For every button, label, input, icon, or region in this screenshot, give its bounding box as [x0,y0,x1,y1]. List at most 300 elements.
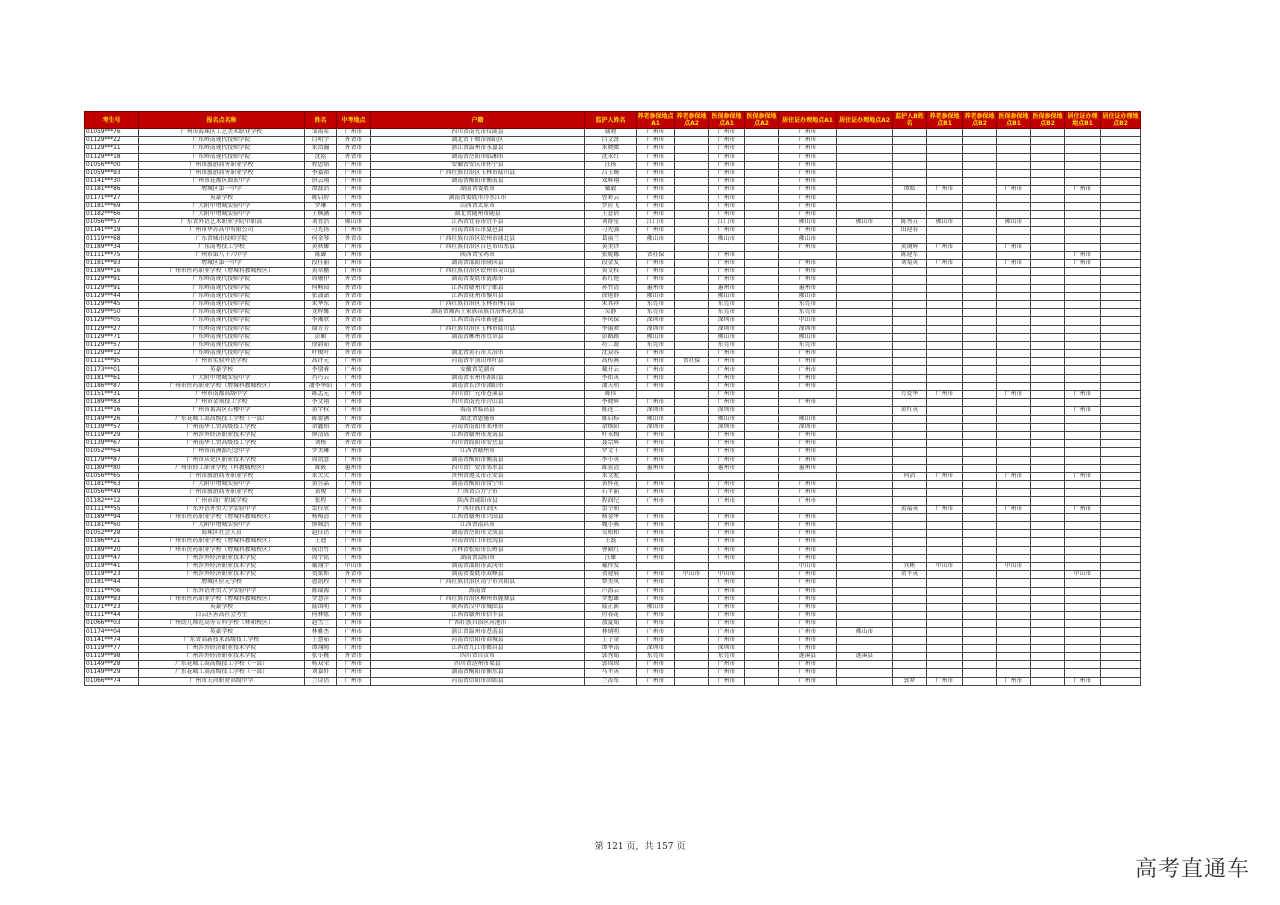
table-cell: 广东花城工商高级技工学校（一部） [139,669,305,677]
table-cell [837,587,893,595]
table-cell: 广州市 [709,227,745,235]
table-cell [1031,636,1065,644]
table-row [85,431,1141,439]
table-cell: 杨金华 [585,513,637,521]
table-cell: 陈筱 [305,464,337,472]
table-cell: 广州市 [1065,186,1101,194]
table-row [85,653,1141,661]
table-cell [963,169,997,177]
table-cell: 外省市 [337,235,371,243]
table-cell [675,268,709,276]
table-cell: 01149***26 [85,415,139,423]
column-header: 居住证办理地点A2 [837,112,893,129]
table-cell [1031,391,1065,399]
table-row [85,571,1141,579]
table-cell [1101,513,1141,521]
table-cell: 广州市 [337,407,371,415]
table-cell: 广州市旅游商务职业学校 [139,472,305,480]
table-cell: 广州市 [779,620,837,628]
table-cell: 外省市 [337,653,371,661]
table-cell [997,595,1031,603]
table-cell: 广州市 [779,382,837,390]
table-cell: 刁光扬 [305,227,337,235]
table-cell [1065,399,1101,407]
table-cell: 佛山市 [779,333,837,341]
table-cell: 杨梅清 [305,513,337,521]
table-cell: 江西省赣州市信丰县 [371,612,585,620]
table-cell: 广州市 [337,612,371,620]
table-cell: 肖巧云 [305,374,337,382]
table-cell [675,530,709,538]
table-cell [675,653,709,661]
table-cell: 李小英 [585,456,637,464]
table-cell [1031,431,1065,439]
table-cell [837,169,893,177]
table-cell: 01139***67 [85,440,139,448]
table-cell [927,407,963,415]
table-cell: 01129***11 [85,145,139,153]
table-cell [1065,145,1101,153]
table-cell [997,153,1031,161]
table-cell: 刘栋 [305,440,337,448]
table-cell: 何滔 [893,472,927,480]
table-cell: 朱欠欠 [305,472,337,480]
table-cell [997,513,1031,521]
table-cell [837,595,893,603]
table-cell [963,661,997,669]
table-row [85,407,1141,415]
table-cell: 外省市 [337,350,371,358]
table-cell [837,358,893,366]
table-cell: 湖南省衡阳市衡南县 [371,178,585,186]
table-cell: 徐艳群 [585,292,637,300]
page-number: 第 121 页，共 157 页 [594,842,686,852]
table-cell: 罗琳 [305,202,337,210]
table-cell [779,505,837,513]
table-cell [963,186,997,194]
table-cell [997,481,1031,489]
table-cell: 陈孟元 [305,391,337,399]
table-cell [675,661,709,669]
table-cell: 01171***27 [85,194,139,202]
table-cell: 广州市番禺区石楼中学 [139,407,305,415]
table-cell [837,669,893,677]
table-cell [1101,260,1141,268]
table-cell: 四川省简阳市安岳县 [371,440,585,448]
table-cell: 聂宗辉 [585,440,637,448]
table-cell [1031,628,1065,636]
table-cell: 广州市 [337,374,371,382]
table-cell: 海南省 [371,587,585,595]
table-cell: 田迎春 [893,227,927,235]
table-cell: 广州市 [337,489,371,497]
table-cell: 符二波 [585,341,637,349]
table-cell: 英豪学校 [139,603,305,611]
table-cell: 广州市 [709,194,745,202]
table-cell [893,325,927,333]
table-cell: 黄昱晶 [305,481,337,489]
table-cell [675,522,709,530]
table-cell [837,268,893,276]
table-cell [893,530,927,538]
table-cell: 黄红英 [893,407,927,415]
table-cell: 朱文驼 [585,472,637,480]
table-cell: 广州市 [779,243,837,251]
table-cell [1101,431,1141,439]
table-cell: 广州市旅游商务职业学校 [139,489,305,497]
table-cell: 恩凯程 [305,579,337,587]
table-cell: 王慧茹 [305,636,337,644]
table-cell: 陈秀芬 [893,219,927,227]
table-cell [1101,374,1141,382]
table-cell: 周凯慧 [305,456,337,464]
table-cell: 广州市 [637,186,675,194]
table-cell [745,382,779,390]
table-cell [1065,202,1101,210]
table-row [85,579,1141,587]
table-cell: 彭路路 [585,333,637,341]
table-cell [837,612,893,620]
table-cell [1101,579,1141,587]
table-cell [1101,292,1141,300]
table-cell [963,153,997,161]
table-cell [1031,219,1065,227]
table-cell [1065,219,1101,227]
table-cell: 01052***28 [85,530,139,538]
table-cell: 广东岭南现代技师学院 [139,300,305,308]
table-cell [893,276,927,284]
table-cell: 广东岭南现代技师学院 [139,292,305,300]
table-cell [675,129,709,137]
table-cell: 广州市 [779,628,837,636]
table-cell [837,497,893,505]
table-cell [927,612,963,620]
table-cell: 广州市 [709,538,745,546]
table-cell [893,464,927,472]
table-cell: 广州市 [337,448,371,456]
table-cell [1031,423,1065,431]
column-header: 姓名 [305,112,337,129]
table-cell: 惠州市 [637,284,675,292]
table-cell: 01056***49 [85,489,139,497]
table-cell: 黄文权 [585,268,637,276]
column-header: 医保参保地点B2 [1032,113,1063,127]
table-cell [1065,350,1101,358]
table-cell: 李丽欢 [585,325,637,333]
table-cell: 江门市 [709,219,745,227]
table-cell [893,481,927,489]
table-cell [675,260,709,268]
table-cell: 安徽省安庆市怀宁县 [371,161,585,169]
table-cell: 广州市 [337,129,371,137]
table-cell [1031,374,1065,382]
table-cell [997,129,1031,137]
table-cell: 广州市 [927,260,963,268]
table-cell: 广州市 [637,456,675,464]
table-cell [997,489,1031,497]
table-row [85,235,1141,243]
table-cell: 01181***61 [85,374,139,382]
table-cell [1031,579,1065,587]
table-cell: 广州市 [779,210,837,218]
table-cell: 广州市 [709,129,745,137]
table-cell [1031,399,1065,407]
table-cell [675,341,709,349]
table-cell [1101,628,1141,636]
table-cell [963,391,997,399]
table-cell [745,481,779,489]
table-cell [1065,497,1101,505]
table-cell: 广州市 [637,350,675,358]
table-cell [997,636,1031,644]
table-cell [927,522,963,530]
table-cell: 广州市 [779,538,837,546]
table-cell [963,464,997,472]
table-cell: 广州市 [637,587,675,595]
table-cell: 广州市 [709,522,745,530]
table-cell [1101,333,1141,341]
table-cell [837,251,893,259]
table-cell [963,366,997,374]
table-cell [1031,260,1065,268]
table-cell: 广州市 [637,489,675,497]
table-cell [963,358,997,366]
table-cell: 四川省广安市邻水县 [371,464,585,472]
table-cell: 广州市 [1065,260,1101,268]
table-row [85,194,1141,202]
table-cell: 广州市 [709,448,745,456]
table-cell: 东莞市 [779,300,837,308]
table-cell: 01119***23 [85,571,139,579]
table-cell: 侯语竹 [305,546,337,554]
table-cell [927,382,963,390]
table-cell [963,210,997,218]
table-cell [997,350,1031,358]
table-cell: 广州市 [337,677,371,685]
table-cell [1065,178,1101,186]
table-cell [745,546,779,554]
table-cell: 何林炫 [305,612,337,620]
column-header: 户籍 [371,112,585,129]
table-cell [963,522,997,530]
table-cell [997,554,1031,562]
table-cell [779,472,837,480]
table-cell: 魏小燕 [585,522,637,530]
table-cell [997,333,1031,341]
table-cell: 广州市 [779,202,837,210]
table-cell: 杨双荣 [305,661,337,669]
table-cell [997,628,1031,636]
table-cell: 广州市 [779,481,837,489]
table-cell [1065,546,1101,554]
table-cell: 东莞市 [779,309,837,317]
table-cell: 广州市 [637,202,675,210]
table-cell: 广州市 [337,399,371,407]
table-cell [745,341,779,349]
table-cell [927,350,963,358]
table-cell: 兰涛东 [585,677,637,685]
table-cell: 广西壮族自治区玉林市陆川县 [371,169,585,177]
column-header: 医保参保地点A2 [746,113,777,127]
table-cell [1101,595,1141,603]
table-cell: 广州市 [709,202,745,210]
table-cell [1065,587,1101,595]
table-cell: 广州市 [337,497,371,505]
table-cell: 广东外语外贸大学实验中学 [139,587,305,595]
table-cell: 广州市 [337,644,371,652]
table-cell: 佛山市 [927,219,963,227]
table-cell [963,415,997,423]
column-header: 中考地点 [337,112,371,129]
table-cell: 程思韬 [305,161,337,169]
table-cell [893,538,927,546]
table-cell [745,530,779,538]
table-cell [1101,497,1141,505]
table-cell: 廖城浩 [305,522,337,530]
table-cell [1031,571,1065,579]
table-cell: 黄怀花 [585,481,637,489]
table-cell [837,636,893,644]
table-cell: 广州市 [337,587,371,595]
table-cell: 广西壮族自治区钦州市浦北县 [371,235,585,243]
table-cell: 广东岭南现代技师学院 [139,317,305,325]
table-cell [675,612,709,620]
table-cell: 惠州市 [709,284,745,292]
table-cell: 广州涉外经济职业技术学院 [139,562,305,570]
column-header: 居住证办理地点B2 [1102,113,1139,127]
table-cell [997,530,1031,538]
table-cell: 遂溪县 [837,653,893,661]
table-cell [745,284,779,292]
table-cell [1031,644,1065,652]
table-cell: 广州市 [337,636,371,644]
table-cell [963,325,997,333]
table-row [85,546,1141,554]
table-cell [1031,481,1065,489]
table-cell [927,358,963,366]
table-cell [1065,628,1101,636]
table-cell [837,276,893,284]
table-cell: 湖南省衡阳市衡东县 [371,669,585,677]
table-cell: 01129***44 [85,292,139,300]
table-cell: 01056***00 [85,161,139,169]
table-cell: 广州市 [637,268,675,276]
table-row [85,554,1141,562]
table-cell: 广州市 [927,391,963,399]
table-cell: 廖清瑶 [305,431,337,439]
table-cell: 贺建展 [585,571,637,579]
table-cell: 河南省周口市扶沟县 [371,538,585,546]
table-row [85,636,1141,644]
table-cell: 外省市 [337,571,371,579]
table-cell [1101,145,1141,153]
table-cell: 广州市 [637,210,675,218]
table-cell: 广州市南洲派纪念中学 [139,448,305,456]
table-cell: 01129***91 [85,284,139,292]
table-cell [997,571,1031,579]
table-cell [963,620,997,628]
table-cell: 广州市 [637,374,675,382]
table-cell: 兰诗语 [305,677,337,685]
table-cell: 林雅杰 [305,628,337,636]
table-cell: 广州市 [637,677,675,685]
table-cell: 广州市 [637,431,675,439]
table-cell: 张小桃 [305,653,337,661]
table-cell: 广州市 [637,571,675,579]
table-row [85,145,1141,153]
table-cell [745,620,779,628]
table-cell [1101,448,1141,456]
table-header-row [85,112,1141,129]
table-cell: 张妮娜 [585,251,637,259]
table-cell [837,374,893,382]
table-cell [1101,587,1141,595]
table-cell [927,292,963,300]
table-cell [927,268,963,276]
table-cell [893,309,927,317]
table-cell: 01151***31 [85,391,139,399]
table-cell [745,603,779,611]
table-cell [675,472,709,480]
table-cell: 广州市 [779,644,837,652]
table-cell: 英豪学校 [139,194,305,202]
table-cell [1065,129,1101,137]
table-cell [709,505,745,513]
table-cell [1031,620,1065,628]
table-cell [893,399,927,407]
table-cell: 李凤保 [585,317,637,325]
student-table [84,111,1141,686]
table-cell [963,309,997,317]
table-cell: 广州市 [709,251,745,259]
table-cell: 湖南省永州市祁阳县 [371,374,585,382]
table-cell: 敖夏娟 [585,620,637,628]
table-cell [927,374,963,382]
table-cell [1031,317,1065,325]
table-cell [1031,227,1065,235]
table-cell [927,276,963,284]
table-cell: 高传燕 [585,358,637,366]
table-cell: 广西壮族自治区河池市 [371,620,585,628]
table-cell [1101,169,1141,177]
table-cell [1101,391,1141,399]
table-cell [675,251,709,259]
table-cell: 刘普浩 [305,219,337,227]
table-cell [997,276,1031,284]
table-cell [1101,178,1141,186]
table-cell: 陕西省咸阳市县 [371,497,585,505]
table-cell [927,194,963,202]
table-cell: 广州市 [337,366,371,374]
table-cell [675,636,709,644]
table-cell [1101,562,1141,570]
table-cell [837,562,893,570]
table-cell [675,407,709,415]
table-cell: 广州市 [637,522,675,530]
table-cell: 广东省外语艺术职业学院中职部 [139,219,305,227]
table-cell [1065,669,1101,677]
table-cell [997,644,1031,652]
table-row [85,210,1141,218]
table-cell [745,669,779,677]
table-cell: 01149***28 [85,661,139,669]
table-cell: 湖南省湘西土家族苗族自治州花垣县 [371,309,585,317]
table-cell [1065,603,1101,611]
table-cell [927,440,963,448]
table-cell [927,423,963,431]
table-cell [927,579,963,587]
table-cell [963,284,997,292]
